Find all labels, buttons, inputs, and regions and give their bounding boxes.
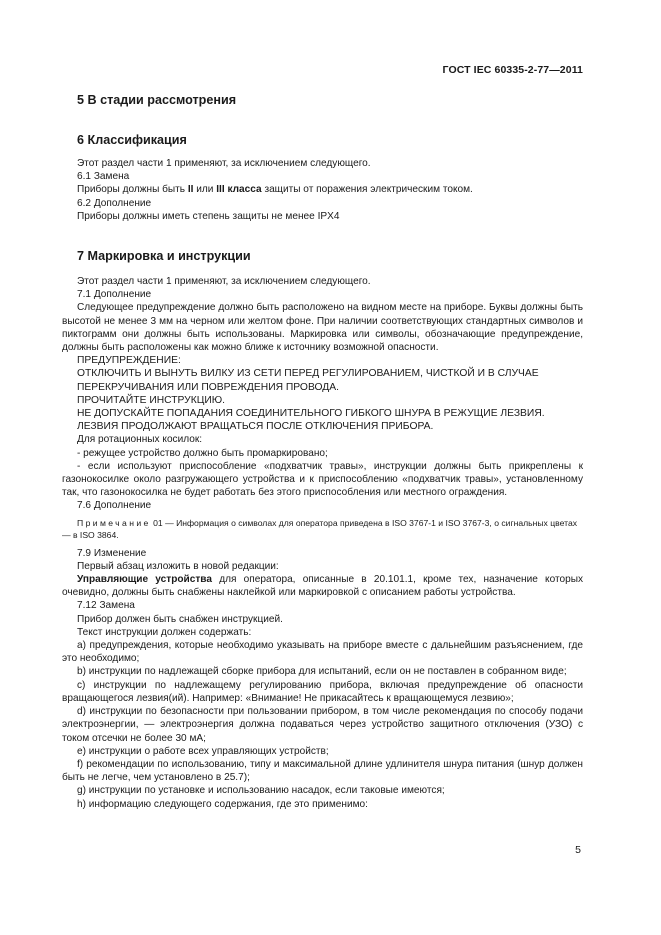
list-item-d: d) инструкции по безопасности при пользовании прибором, в том числе рекомендация по способу подачи электроэнергии, — электроэнергия должна подаваться через устройство защитного отключения (УЗО) с током отсечки не более 30 мА;	[62, 706, 583, 744]
subsection-7-1: 7.1 Дополнение	[77, 289, 152, 301]
standard-header: ГОСТ IEC 60335-2-77—2011	[442, 64, 583, 76]
section-6-title: 6 Классификация	[77, 133, 187, 147]
class-requirement: Приборы должны быть II или III класса защиты от поражения электрическим током.	[77, 184, 473, 196]
subsection-7-12: 7.12 Замена	[77, 600, 135, 612]
read-instructions: ПРОЧИТАЙТЕ ИНСТРУКЦИЮ.	[77, 394, 226, 406]
cord-warning: НЕ ДОПУСКАЙТЕ ПОПАДАНИЯ СОЕДИНИТЕЛЬНОГО ГИБКОГО ШНУРА В РЕЖУЩИЕ ЛЕЗВИЯ.	[77, 408, 545, 420]
paragraph-7-12-a: Прибор должен быть снабжен инструкцией.	[77, 613, 283, 625]
section-5-title: 5 В стадии рассмотрения	[77, 93, 237, 107]
warning-text: ОТКЛЮЧИТЬ И ВЫНУТЬ ВИЛКУ ИЗ СЕТИ ПЕРЕД РЕГУЛИРОВАНИЕМ, ЧИСТКОЙ И В СЛУЧАЕ ПЕРЕКРУЧИВАНИЯ ИЛИ ПОВРЕЖДЕНИЯ ПРОВОДА.	[77, 368, 539, 393]
ipx4-requirement: Приборы должны иметь степень защиты не менее IPX4	[77, 210, 340, 222]
list-item-b: b) инструкции по надлежащей сборке прибора для испытаний, если он не поставлен в собранном виде;	[77, 666, 567, 678]
list-item-h: h) информацию следующего содержания, где это применимо:	[77, 798, 368, 810]
subsection-6-2: 6.2 Дополнение	[77, 197, 152, 209]
blades-warning: ЛЕЗВИЯ ПРОДОЛЖАЮТ ВРАЩАТЬСЯ ПОСЛЕ ОТКЛЮЧЕНИЯ ПРИБОРА.	[77, 421, 434, 433]
section-7-intro: Этот раздел части 1 применяют, за исключением следующего.	[77, 276, 371, 287]
paragraph-7-9-controls: Управляющие устройства для оператора, описанные в 20.101.1, кроме тех, назначение которых очевидно, должны быть снабжены наклейкой или маркировкой с описанием работы устройства.	[62, 574, 583, 599]
rotary-item-1: - режущее устройство должно быть промаркировано;	[77, 447, 328, 459]
rotary-item-2: - если используют приспособление «подхватчик травы», инструкции должны быть прикреплены к газонокосилке около разгружающего устройства и к приспособлению «подхватчик травы», установленному так, что газонокосилка не будет работать без этого приспособления или местного ограждения.	[62, 460, 583, 499]
warning-label: ПРЕДУПРЕЖДЕНИЕ:	[77, 355, 181, 367]
list-item-c: c) инструкции по надлежащему регулированию прибора, включая предупреждение об опасности вращающегося лезвия(ий). Например: «Внимание! Не прикасайтесь к вращающемуся лезвию»;	[62, 679, 583, 704]
list-item-a: a) предупреждения, которые необходимо указывать на приборе вместе с дальнейшим разъяснением, где это необходимо;	[62, 640, 583, 665]
note-7-6: Примечание 01 — Информация о символах для оператора приведена в ISO 3767-1 и ISO 3767-3, о сигнальных цветах — в ISO 3864.	[62, 517, 578, 540]
warning-placement-paragraph: Следующее предупреждение должно быть расположено на видном месте на приборе. Буквы должны быть высотой не менее 3 мм на черном или желтом фоне. При наличии соответствующих стандартных символов и пиктограмм они должны быть использованы. Маркировка или символы, обозначающие предупреждение, должны быть расположены как можно ближе к источнику возможной опасности.	[62, 302, 583, 354]
section-6-body	[62, 157, 583, 223]
section-7-body	[62, 275, 583, 811]
paragraph-7-9-intro: Первый абзац изложить в новой редакции:	[77, 560, 279, 572]
paragraph-7-12-b: Текст инструкции должен содержать:	[77, 626, 252, 638]
page-number: 5	[575, 844, 581, 856]
subsection-7-9: 7.9 Изменение	[77, 547, 147, 559]
subsection-7-6: 7.6 Дополнение	[77, 500, 152, 512]
list-item-g: g) инструкции по установке и использованию насадок, если таковые имеются;	[77, 785, 445, 797]
rotary-heading: Для ротационных косилок:	[77, 434, 203, 446]
list-item-f: f) рекомендации по использованию, типу и максимальной длине удлинителя шнура питания (шнур должен быть не легче, чем установлено в 25.7);	[62, 758, 583, 784]
section-7-title: 7 Маркировка и инструкции	[77, 249, 251, 263]
section-6-intro: Этот раздел части 1 применяют, за исключением следующего.	[77, 158, 371, 169]
subsection-6-1: 6.1 Замена	[77, 171, 130, 183]
list-item-e: e) инструкции о работе всех управляющих устройств;	[77, 745, 329, 757]
